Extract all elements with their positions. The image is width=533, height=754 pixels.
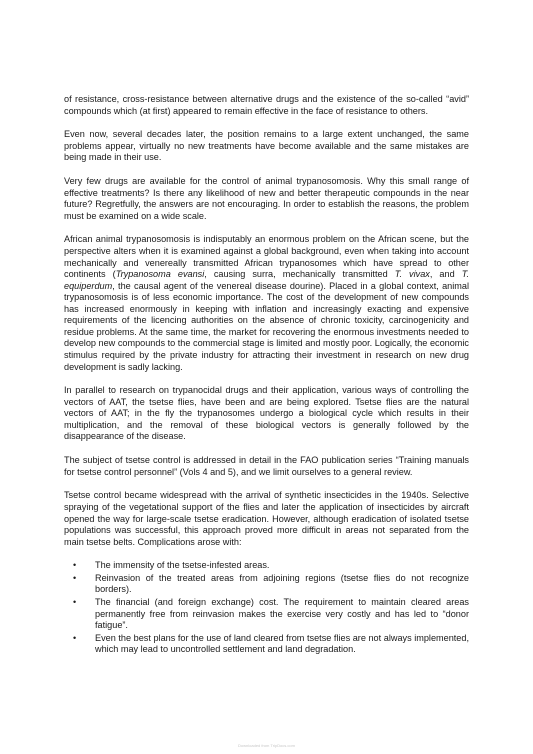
text-run: Tsetse control became widespread with the arrival of synthetic insecticides in the 1940s. Selective spraying of the vegetational support of the flies and later the application of insecticides by aircraft opened the way for large-scale tsetse eradication. However, although eradication of isolated tsetse populations was successful, this approach proved more difficult in areas not separated from the main tsetse belts. Complications arose with: bbox=[64, 490, 469, 547]
italic-species-name: T. vivax bbox=[394, 269, 430, 280]
text-run: Very few drugs are available for the control of animal trypanosomosis. Why this small range of effective treatments? Is there any likelihood of new and better therapeutic compounds in the near future? Regretfully, the answers are not encouraging. In order to establish the reasons, the problem must be examined on a wide scale. bbox=[64, 176, 469, 221]
italic-species-name: T. equiperdum bbox=[64, 269, 469, 291]
text-run: , causing surra, mechanically transmitted bbox=[204, 269, 395, 280]
list-item-text: The financial (and foreign exchange) cost. The requirement to maintain cleared areas permanently free from reinvasion makes the exercise very costly and has led to “donor fatigue”. bbox=[95, 597, 469, 631]
list-item-text: The immensity of the tsetse-infested areas. bbox=[95, 560, 270, 571]
paragraph bbox=[64, 490, 469, 548]
text-run: of resistance, cross-resistance between alternative drugs and the existence of the so-called “avid” compounds which (at first) appeared to remain effective in the face of resistance to others. bbox=[64, 94, 469, 116]
text-run: , and bbox=[429, 269, 462, 280]
text-run: The subject of tsetse control is addressed in detail in the FAO publication series “Training manuals for tsetse control personnel” (Vols 4 and 5), and we limit ourselves to a general review. bbox=[64, 455, 469, 477]
list-item bbox=[73, 560, 469, 572]
paragraph bbox=[64, 94, 469, 117]
page-footer: Downloaded from TripDocs.com bbox=[238, 743, 295, 748]
list-item bbox=[73, 572, 469, 596]
list-item bbox=[73, 632, 469, 656]
body-text bbox=[64, 94, 469, 548]
text-run: In parallel to research on trypanocidal drugs and their application, various ways of controlling the vectors of AAT, the tsetse flies, have been and are being explored. Tsetse flies are the natural vectors of AAT; in the fly the trypanosomes undergo a biological cycle which results in their multiplication, and the removal of these biological vectors is generally followed by the disappearance of the disease. bbox=[64, 385, 469, 442]
bullet-icon: • bbox=[73, 572, 77, 583]
bullet-icon: • bbox=[73, 560, 77, 571]
list-item-text: Reinvasion of the treated areas from adjoining regions (tsetse flies do not recognize borders). bbox=[95, 572, 469, 595]
paragraph bbox=[64, 234, 469, 373]
paragraph bbox=[64, 385, 469, 443]
italic-species-name: Trypanosoma evansi bbox=[115, 269, 205, 280]
complications-list bbox=[64, 560, 469, 655]
list-item bbox=[73, 597, 469, 632]
paragraph bbox=[64, 455, 469, 478]
list-item-text: Even the best plans for the use of land cleared from tsetse flies are not always implemented, which may lead to uncontrolled settlement and land degradation. bbox=[95, 632, 469, 655]
text-run: Even now, several decades later, the position remains to a large extent unchanged, the same problems appear, virtually no new treatments have become available and the same mistakes are being made in their use. bbox=[64, 129, 469, 163]
bullet-icon: • bbox=[73, 632, 77, 643]
paragraph bbox=[64, 176, 469, 222]
text-run: , the causal agent of the venereal disease dourine). Placed in a global context, animal trypanosomosis is of less economic importance. The cost of the development of new compounds has increased enormously in keeping with inflation and increasingly exacting and expensive requirements of the licencing authorities on the absence of chronic toxicity, carcinogenicity and residue problems. At the same time, the market for recovering the enormous investments needed to develop new compounds to the commercial stage is limited and mostly poor. Logically, the economic stimulus required by the private industry for attracting their investment in research on new drug development is sadly lacking. bbox=[64, 280, 469, 372]
text-run: African animal trypanosomosis is indisputably an enormous problem on the African scene, but the perspective alters when it is examined against a global background, even when taking into account mechanically and venereally transmitted African trypanosomes which have spread to other continents ( bbox=[64, 234, 469, 280]
bullet-icon: • bbox=[73, 597, 77, 607]
paragraph bbox=[64, 129, 469, 164]
